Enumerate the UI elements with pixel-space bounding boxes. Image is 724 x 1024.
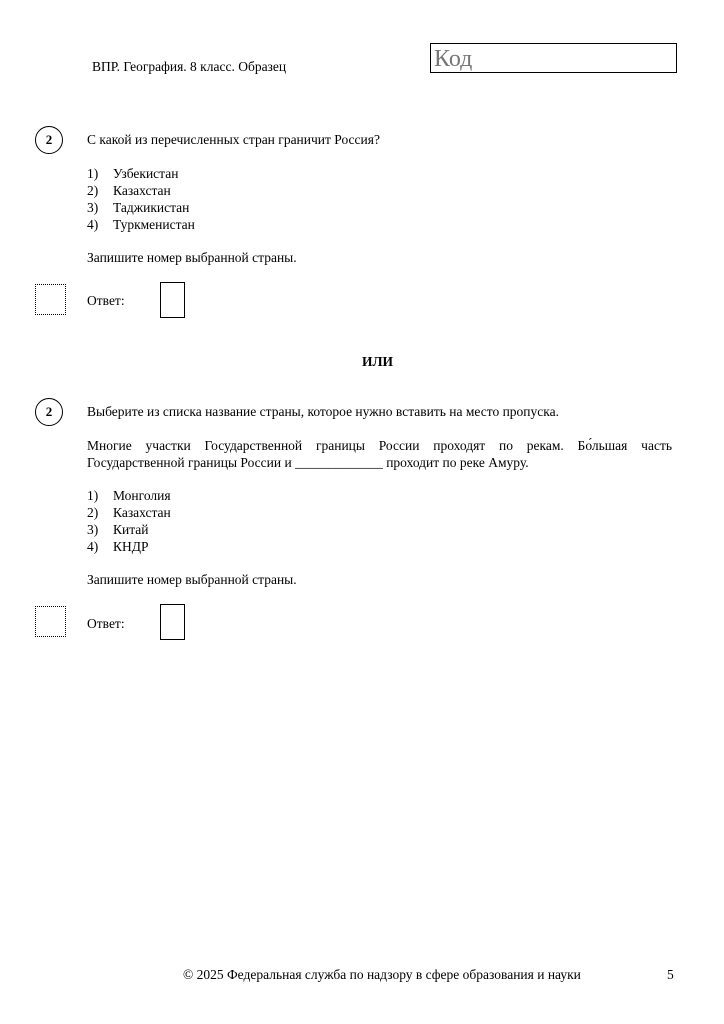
header-title: ВПР. География. 8 класс. Образец — [92, 59, 287, 74]
code-box[interactable] — [430, 43, 677, 73]
answer-label: Ответ: — [87, 293, 125, 308]
task-question: С какой из перечисленных стран граничит Россия? — [87, 132, 380, 147]
options-list — [87, 487, 171, 555]
answer-label: Ответ: — [87, 616, 125, 631]
list-item: 1) Монголия — [87, 488, 171, 503]
answer-input-box[interactable] — [160, 282, 185, 318]
code-label: Код — [434, 46, 473, 72]
list-item: 3) Таджикистан — [87, 200, 190, 215]
page-number: 5 — [667, 967, 674, 982]
score-box — [35, 284, 66, 315]
or-separator: ИЛИ — [362, 354, 394, 369]
task-question: Выберите из списка название страны, которое нужно вставить на место пропуска. — [87, 404, 559, 419]
list-item: 4) Туркменистан — [87, 217, 195, 232]
footer-copyright: © 2025 Федеральная служба по надзору в сфере образования и науки — [183, 967, 581, 982]
list-item: 2) Казахстан — [87, 183, 171, 198]
list-item: 3) Китай — [87, 522, 149, 537]
task-instruction: Запишите номер выбранной страны. — [87, 250, 297, 265]
answer-input-box[interactable] — [160, 604, 185, 640]
passage-line: Государственной границы России и _____________ проходит по реке Амуру. — [87, 455, 529, 470]
options-list — [87, 165, 195, 233]
task-instruction: Запишите номер выбранной страны. — [87, 572, 297, 587]
task-number-badge: 2 — [35, 126, 63, 154]
task-number-badge: 2 — [35, 398, 63, 426]
list-item: 1) Узбекистан — [87, 166, 179, 181]
passage-line: Многие участки Государственной границы России проходят по рекам. Бо́льшая часть — [87, 438, 672, 453]
list-item: 2) Казахстан — [87, 505, 171, 520]
score-box — [35, 606, 66, 637]
list-item: 4) КНДР — [87, 539, 149, 554]
